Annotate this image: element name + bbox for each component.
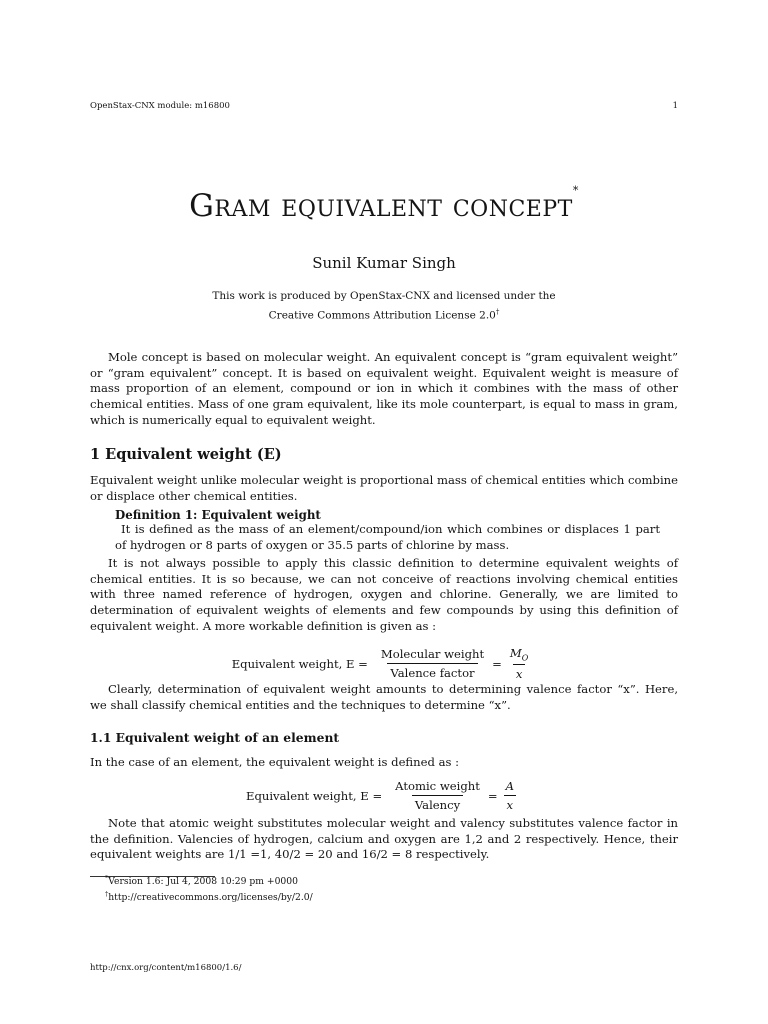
intro-paragraph: Mole concept is based on molecular weight. An equivalent concept is “gram equivalent weight” or “gram equivalent” concept. It is based on equivalent weight. Equivalent weight is measure of mass proportion of an element, compound or ion in which it combines with the mass of other chemical entities. Mass of one gram equivalent, like its mole counterpart, is equal to mass in gram, which is numerically equal to equivalent weight. <box>90 350 678 427</box>
section1-paragraph-3: Clearly, determination of equivalent weight amounts to determining valence factor “x”. Here, we shall classify chemical entities and the techniques to determine “x”. <box>90 682 678 712</box>
license-line-1: This work is produced by OpenStax-CNX and licensed under the <box>212 290 556 302</box>
document-title <box>0 184 768 224</box>
footnote-1-text: Version 1.6: Jul 4, 2008 10:29 pm +0000 <box>108 876 298 888</box>
footnote-2-mark: † <box>105 890 109 899</box>
footnote-2-link[interactable]: http://creativecommons.org/licenses/by/2.0/ <box>108 892 313 904</box>
equation2-denominator-2: x <box>504 795 517 812</box>
subsection-paragraph: In the case of an element, the equivalent weight is defined as : <box>90 755 460 769</box>
equation2-equals: = <box>487 788 498 803</box>
definition-heading: Definition 1: Equivalent weight <box>115 508 321 522</box>
module-id: OpenStax-CNX module: m16800 <box>90 101 230 111</box>
equation2-numerator-2: A <box>505 779 514 793</box>
equation2-numerator: Atomic weight <box>395 779 480 793</box>
equation1-equals: = <box>492 656 502 671</box>
symbol-m: M <box>509 646 522 660</box>
author-name: Sunil Kumar Singh <box>312 254 456 272</box>
equation2-lhs: Equivalent weight, E = <box>245 788 383 803</box>
section-heading-1: 1 Equivalent weight (E) <box>90 446 282 463</box>
equation1-denominator-2: x <box>513 664 526 681</box>
license-text: Creative Commons Attribution License 2.0 <box>268 309 496 321</box>
definition-text: It is defined as the mass of an element/compound/ion which combines or displaces 1 part of hydrogen or 8 parts of oxygen or 35.5 parts of chlorine by mass. <box>115 522 660 552</box>
equation1-fraction-2 <box>507 646 531 681</box>
license-line-2 <box>0 305 768 324</box>
equation2-denominator: Valency <box>412 795 463 812</box>
license-note <box>0 289 768 324</box>
section1-paragraph-2: It is not always possible to apply this classic definition to determine equivalent weights of chemical entities. It is so because, we can not conceive of reactions involving chemical entities with three named reference of hydrogen, oxygen and chlorine. Generally, we are limited to determination of equivalent weights of elements and few compounds by using this definition of equivalent weight. A more workable definition is given as : <box>90 556 678 633</box>
page-number: 1 <box>672 101 678 111</box>
equation1-denominator: Valence factor <box>387 663 477 680</box>
symbol-m-subscript: O <box>521 653 529 663</box>
subsection-paragraph-2: Note that atomic weight substitutes molecular weight and valency substitutes valence factor in the definition. Valencies of hydrogen, calcium and oxygen are 1,2 and 2 respectively. Hence, their equivalent weights are 1/1 =1, 40/2 = 20 and 16/2 = 8 respectively. <box>90 816 678 862</box>
footnote-2 <box>105 888 313 904</box>
equation1-numerator-2 <box>507 646 531 664</box>
equation1-numerator: Molecular weight <box>380 647 485 662</box>
footnote-1 <box>105 872 313 888</box>
equation1-fraction-1 <box>378 647 487 680</box>
footnotes <box>105 872 313 904</box>
title-footnote-mark: * <box>572 184 579 197</box>
section1-paragraph: Equivalent weight unlike molecular weight is proportional mass of chemical entities which combine or displace other chemical entities. <box>90 473 678 503</box>
equation2-fraction-2 <box>503 779 517 812</box>
subsection-heading-1-1: 1.1 Equivalent weight of an element <box>90 730 340 745</box>
license-footnote-mark: † <box>495 307 500 316</box>
title-text: Gram equivalent concept <box>189 188 573 224</box>
running-header <box>90 101 678 111</box>
equation-atomic <box>0 779 768 812</box>
footer-url[interactable]: http://cnx.org/content/m16800/1.6/ <box>90 963 242 973</box>
equation2-fraction-1 <box>392 779 483 812</box>
equation1-lhs: Equivalent weight, E = <box>231 656 368 671</box>
equation-molecular <box>0 646 768 681</box>
footnote-1-mark: * <box>105 874 109 882</box>
